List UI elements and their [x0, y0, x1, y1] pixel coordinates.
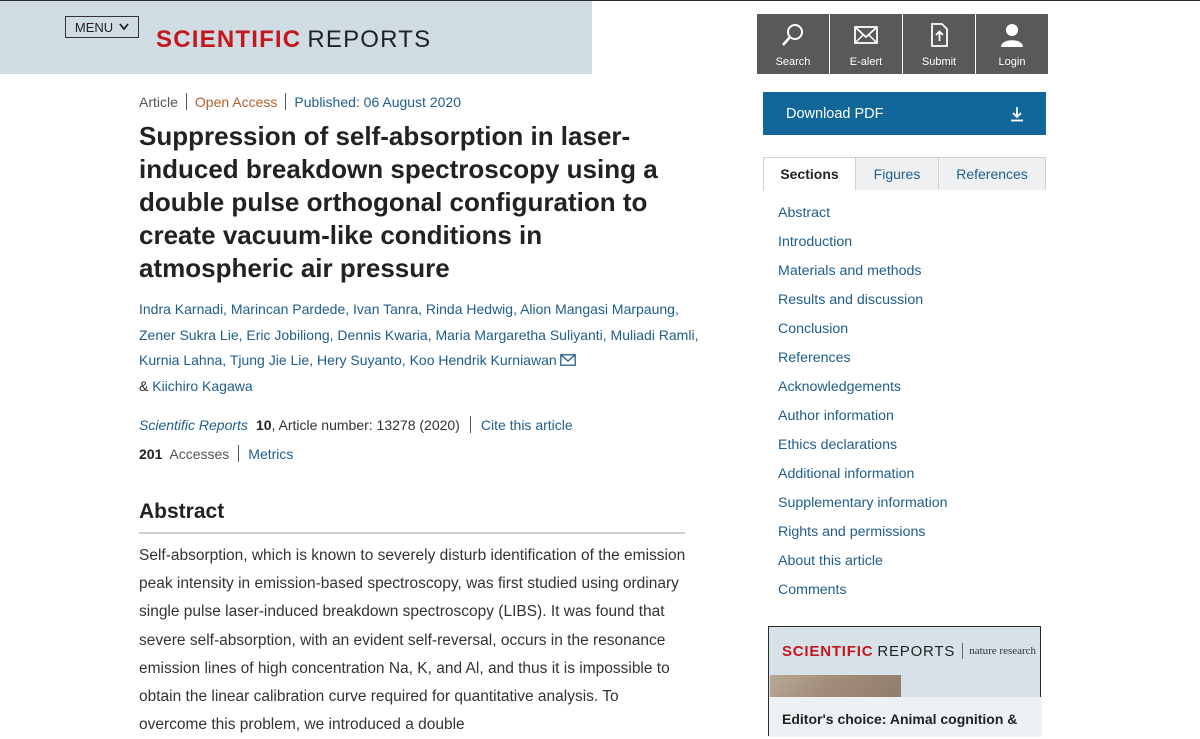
section-link-additional-info[interactable]: Additional information	[778, 466, 915, 482]
article-meta	[139, 93, 461, 110]
section-link-references[interactable]: References	[778, 350, 851, 366]
sections-list	[778, 201, 948, 607]
menu-button[interactable]	[65, 16, 139, 38]
tab-references[interactable]: References	[939, 157, 1046, 190]
cite-this-article-link[interactable]: Cite this article	[480, 416, 573, 433]
author-link-last[interactable]: Kiichiro Kagawa	[152, 377, 253, 394]
menu-label: MENU	[74, 19, 114, 35]
divider	[285, 93, 286, 110]
accesses-label: Accesses	[169, 445, 230, 462]
section-link-acknowledgements[interactable]: Acknowledgements	[778, 379, 902, 395]
upload-icon	[926, 22, 952, 48]
promo-logo-scientific: SCIENTIFIC	[782, 642, 874, 660]
metrics-line	[139, 445, 293, 462]
abstract-text: Self-absorption, which is known to severely disturb identification of the emission peak intensity in emission-based spectroscopy, was first studied using ordinary single pulse laser-induced breakdown spectroscopy (LIBS). It was found that severe self-absorption, with an evident self-reversal, occurs in the resonance emission lines of high concentration Na, K, and Al, and thus it is impossible to obtain the linear calibration curve required for quantitative analysis. To overcome this problem, we introduced a double	[139, 547, 686, 734]
logo-scientific: SCIENTIFIC	[156, 26, 302, 53]
open-access-badge: Open Access	[194, 93, 278, 110]
divider	[186, 93, 187, 110]
section-link-rights[interactable]: Rights and permissions	[778, 524, 926, 540]
section-link-results[interactable]: Results and discussion	[778, 292, 924, 308]
tab-sections[interactable]: Sections	[763, 157, 856, 191]
submit-label: Submit	[921, 56, 957, 68]
promo-banner[interactable]	[768, 626, 1041, 736]
article-title: Suppression of self-absorption in laser-induced breakdown spectroscopy using a double pulse orthogonal configuration to create vacuum-like conditions in atmospheric air pressure	[139, 121, 658, 283]
authors-link-group[interactable]: Indra Karnadi, Marincan Pardede, Ivan Tanra, Rinda Hedwig, Alion Mangasi Marpaung, Zener Sukra Lie, Eric Jobiliong, Dennis Kwaria, Maria Margaretha Suliyanti, Muliadi Ramli, Kurnia Lahna, Tjung Jie Lie, Hery Suyanto, Koo Hendrik Kurniawan	[139, 301, 699, 368]
section-link-conclusion[interactable]: Conclusion	[778, 321, 849, 337]
submit-button[interactable]	[903, 14, 975, 74]
article-type: Article	[139, 93, 178, 110]
sidebar-tabs	[763, 157, 1046, 190]
section-link-about[interactable]: About this article	[778, 553, 883, 569]
author-ampersand: &	[139, 377, 149, 394]
search-button[interactable]	[757, 14, 829, 74]
login-button[interactable]	[976, 14, 1048, 74]
logo-reports: REPORTS	[307, 26, 432, 53]
site-logo[interactable]	[156, 26, 431, 54]
section-link-ethics[interactable]: Ethics declarations	[778, 437, 898, 453]
journal-volume: 10	[255, 416, 272, 433]
search-label: Search	[775, 56, 811, 68]
promo-logo-reports: REPORTS	[877, 642, 956, 660]
e-alert-button[interactable]	[830, 14, 902, 74]
divider	[238, 445, 239, 462]
user-icon	[999, 22, 1025, 48]
promo-headline: Editor's choice: Animal cognition &	[782, 711, 1018, 727]
e-alert-label: E-alert	[849, 56, 883, 68]
divider	[470, 416, 471, 433]
login-label: Login	[998, 56, 1026, 68]
search-icon	[780, 22, 806, 48]
section-link-abstract[interactable]: Abstract	[778, 205, 831, 221]
download-pdf-label: Download PDF	[786, 105, 884, 122]
section-link-supplementary[interactable]: Supplementary information	[778, 495, 948, 511]
section-link-introduction[interactable]: Introduction	[778, 234, 853, 250]
download-pdf-button[interactable]	[763, 92, 1046, 135]
abstract-heading: Abstract	[139, 500, 685, 534]
mail-icon[interactable]	[560, 354, 576, 366]
author-list	[139, 297, 699, 399]
section-link-comments[interactable]: Comments	[778, 582, 847, 598]
chevron-down-icon	[119, 23, 129, 31]
tab-figures[interactable]: Figures	[856, 157, 939, 190]
promo-publisher: nature research	[969, 645, 1037, 657]
citation-line	[139, 416, 573, 433]
promo-logo	[769, 627, 1040, 675]
metrics-link[interactable]: Metrics	[248, 445, 294, 462]
journal-name[interactable]: Scientific Reports	[139, 416, 248, 433]
download-icon	[1010, 106, 1024, 122]
site-header	[0, 1, 592, 74]
top-toolbar	[757, 14, 1048, 74]
section-link-materials[interactable]: Materials and methods	[778, 263, 922, 279]
accesses-count: 201	[139, 445, 163, 462]
published-date: Published: 06 August 2020	[294, 93, 461, 110]
article-number: , Article number: 13278 (2020)	[271, 416, 460, 433]
divider	[962, 643, 963, 659]
mail-icon	[853, 22, 879, 48]
section-link-author-info[interactable]: Author information	[778, 408, 894, 424]
